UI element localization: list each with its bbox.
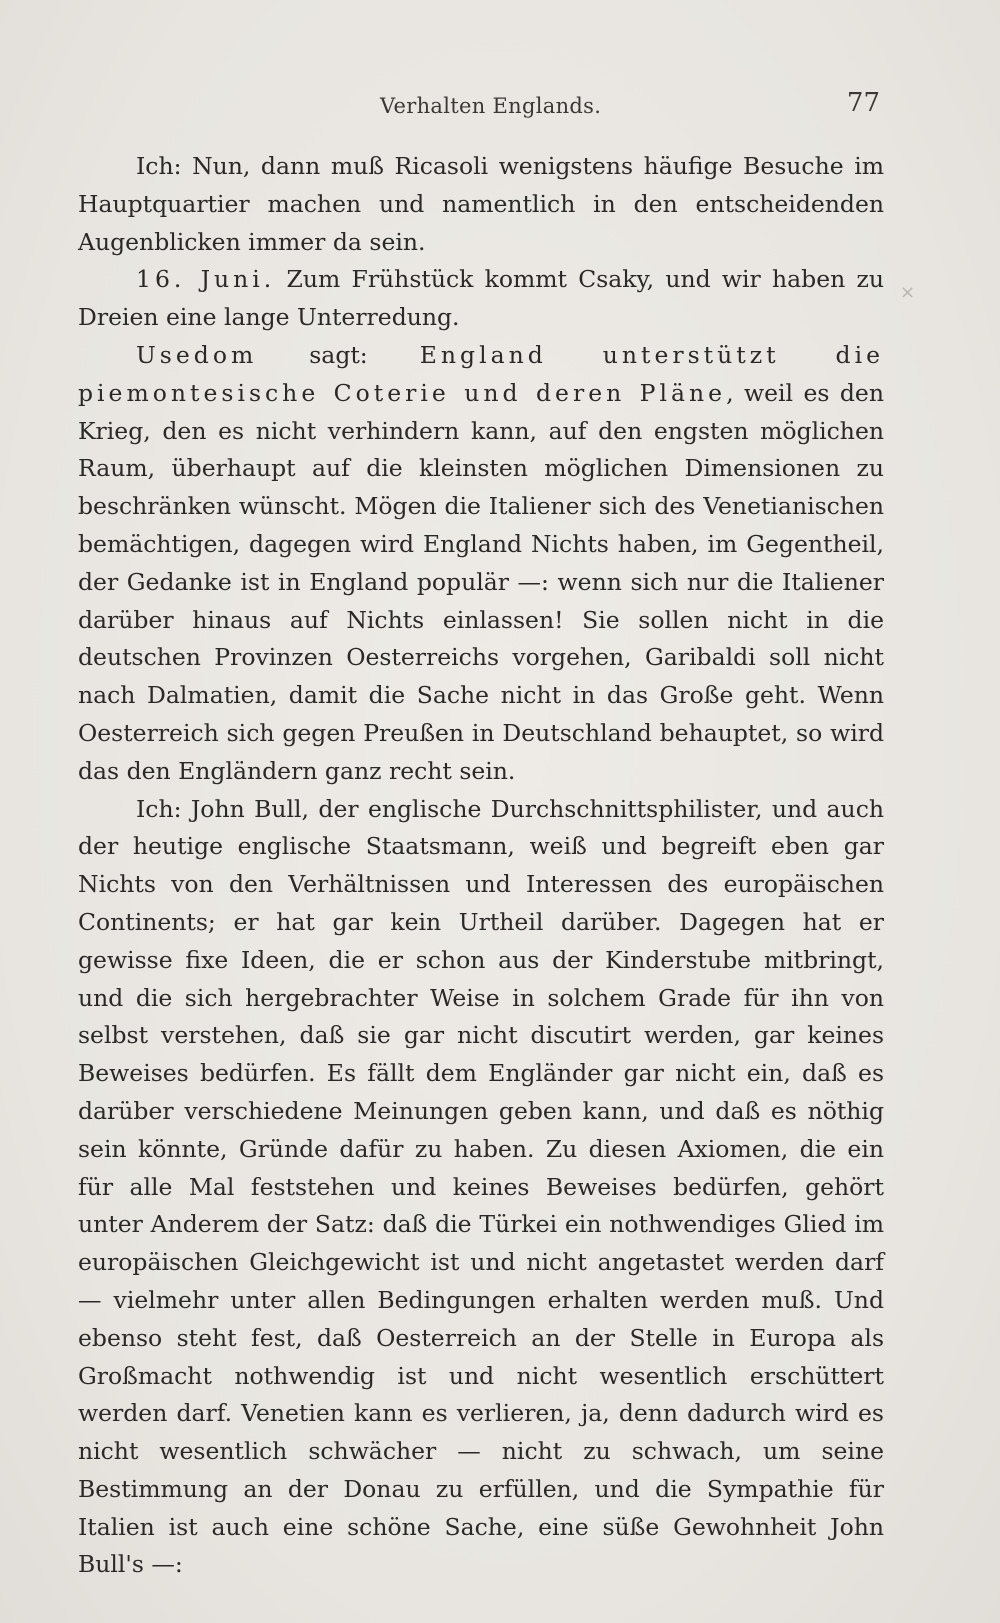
emphasized-phrase: England unterstützt die piemontesische Coterie und deren Pläne [78, 340, 884, 407]
running-head: Verhalten Englands. [380, 94, 602, 118]
paragraph-text: Ich: Nun, dann muß Ricasoli wenigstens häufige Besuche im Hauptquartier machen und namentlich in den entscheidenden Augenblicken immer da sein. [78, 152, 884, 256]
margin-mark: × [900, 282, 916, 303]
paragraph-text: Zum Frühstück kommt Csaky, und wir haben zu Dreien eine lange Unterredung. [78, 265, 884, 332]
paragraph [78, 148, 884, 261]
body-text [78, 148, 884, 1584]
speaker-name: Usedom [136, 340, 258, 369]
paragraph-text-rest: , weil es den Krieg, den es nicht verhindern kann, auf den engsten möglichen Raum, überhaupt auf die kleinsten möglichen Dimensionen zu beschränken wünscht. Mögen die Italiener sich des Venetianischen bemächtigen, dagegen wird England Nichts haben, im Gegentheil, der Gedanke ist in England populär —: wenn sich nur die Italiener darüber hinaus auf Nichts einlassen! Sie sollen nicht in die deutschen Provinzen Oesterreichs vorgehen, Garibaldi soll nicht nach Dalmatien, damit die Sache nicht in das Große geht. Wenn Oesterreich sich gegen Preußen in Deutschland behauptet, so wird das den Engländern ganz recht sein. [78, 378, 884, 785]
paragraph [78, 337, 884, 791]
page-number: 77 [846, 88, 880, 118]
paragraph-text: Ich: John Bull, der englische Durchschnittsphilister, und auch der heutige englische Staatsmann, weiß und begreift eben gar Nichts von den Verhältnissen und Interessen des europäischen Continents; er hat gar kein Urtheil darüber. Dagegen hat er gewisse fixe Ideen, die er schon aus der Kinderstube mitbringt, und die sich hergebrachter Weise in solchem Grade für ihn von selbst verstehen, daß sie gar nicht discutirt werden, gar keines Beweises bedürfen. Es fällt dem Engländer gar nicht ein, daß es darüber verschiedene Meinungen geben kann, und daß es nöthig sein könnte, Gründe dafür zu haben. Zu diesen Axiomen, die ein für alle Mal feststehen und keines Beweises bedürfen, gehört unter Anderem der Satz: daß die Türkei ein nothwendiges Glied im europäischen Gleichgewicht ist und nicht angetastet werden darf — vielmehr unter allen Bedingungen erhalten werden muß. Und ebenso steht fest, daß Oesterreich an der Stelle in Europa als Großmacht nothwendig ist und nicht wesentlich erschüttert werden darf. Venetien kann es verlieren, ja, denn dadurch wird es nicht wesentlich schwächer — nicht zu schwach, um seine Bestimmung an der Donau zu erfüllen, und die Sympathie für Italien ist auch eine schöne Sache, eine süße Gewohnheit John Bull's —: [78, 794, 884, 1579]
paragraph [78, 261, 884, 337]
paragraph-text: sagt: [257, 340, 420, 369]
page-header [80, 84, 880, 132]
paragraph [78, 791, 884, 1585]
date-lead: 16. Juni. [136, 265, 276, 294]
